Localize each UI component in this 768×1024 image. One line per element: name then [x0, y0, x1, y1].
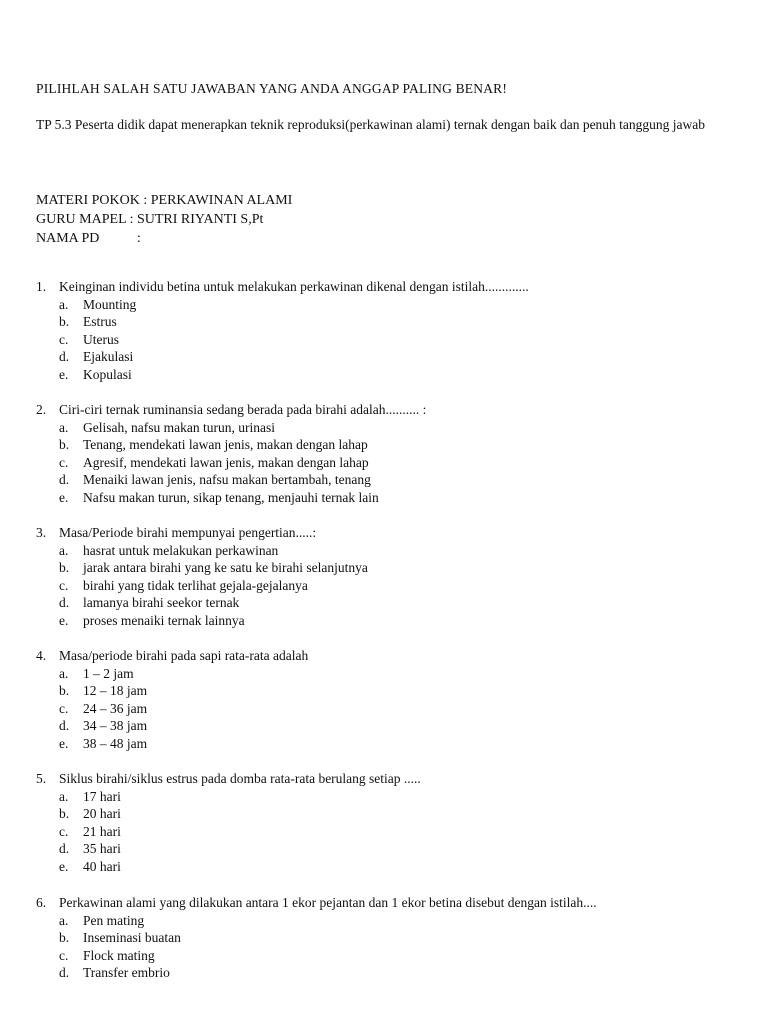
option-letter: b. [59, 560, 70, 575]
option-letter: c. [59, 332, 69, 347]
option-text: 38 – 48 jam [83, 736, 148, 751]
option-text: Transfer embrio [83, 965, 170, 980]
option-text: 12 – 18 jam [83, 683, 148, 698]
answer-option [0, 348, 768, 366]
answer-option [0, 454, 768, 472]
option-text: Gelisah, nafsu makan turun, urinasi [83, 420, 275, 435]
answer-option [0, 612, 768, 630]
option-text: 35 hari [83, 841, 121, 856]
answer-option [0, 929, 768, 947]
option-text: Agresif, mendekati lawan jenis, makan dengan lahap [83, 455, 369, 470]
option-letter: a. [59, 666, 69, 681]
answer-option [0, 594, 768, 612]
option-letter: b. [59, 437, 70, 452]
option-letter: e. [59, 736, 69, 751]
option-text: Ejakulasi [83, 349, 134, 364]
option-text: hasrat untuk melakukan perkawinan [83, 543, 279, 558]
option-letter: e. [59, 367, 69, 382]
option-text: jarak antara birahi yang ke satu ke birahi selanjutnya [83, 560, 368, 575]
option-text: 21 hari [83, 824, 121, 839]
answer-option [0, 964, 768, 982]
answer-option [0, 331, 768, 349]
question-text: Keinginan individu betina untuk melakukan perkawinan dikenal dengan istilah............. [59, 279, 529, 294]
answer-option [0, 858, 768, 876]
option-text: 24 – 36 jam [83, 701, 148, 716]
option-text: birahi yang tidak terlihat gejala-gejalanya [83, 578, 308, 593]
answer-option [0, 788, 768, 806]
answer-option [0, 682, 768, 700]
option-text: 40 hari [83, 859, 121, 874]
option-letter: c. [59, 701, 69, 716]
option-letter: c. [59, 578, 69, 593]
question-text: Perkawinan alami yang dilakukan antara 1 ekor pejantan dan 1 ekor betina disebut dengan istilah.... [59, 895, 597, 910]
option-letter: e. [59, 613, 69, 628]
answer-option [0, 840, 768, 858]
option-text: 20 hari [83, 806, 121, 821]
option-letter: b. [59, 314, 70, 329]
question-text: Masa/periode birahi pada sapi rata-rata adalah [59, 648, 309, 663]
option-letter: a. [59, 913, 69, 928]
option-letter: d. [59, 595, 70, 610]
answer-option [0, 542, 768, 560]
option-letter: a. [59, 789, 69, 804]
option-text: Estrus [83, 314, 117, 329]
answer-option [0, 366, 768, 384]
answer-option [0, 489, 768, 507]
option-letter: b. [59, 683, 70, 698]
answer-option [0, 419, 768, 437]
option-text: 17 hari [83, 789, 121, 804]
answer-option [0, 665, 768, 683]
question-number: 2. [36, 402, 47, 417]
nama-pd-row [36, 230, 141, 248]
option-letter: e. [59, 859, 69, 874]
option-text: proses menaiki ternak lainnya [83, 613, 245, 628]
answer-option [0, 735, 768, 753]
guru-mapel: GURU MAPEL : SUTRI RIYANTI S,Pt [36, 212, 264, 227]
option-letter: c. [59, 824, 69, 839]
option-text: Nafsu makan turun, sikap tenang, menjauhi ternak lain [83, 490, 379, 505]
option-letter: e. [59, 490, 69, 505]
option-text: Inseminasi buatan [83, 930, 181, 945]
option-text: 1 – 2 jam [83, 666, 134, 681]
option-letter: d. [59, 472, 70, 487]
answer-option [0, 577, 768, 595]
answer-option [0, 296, 768, 314]
option-letter: a. [59, 543, 69, 558]
option-letter: d. [59, 841, 70, 856]
question-number: 5. [36, 771, 47, 786]
option-text: Kopulasi [83, 367, 132, 382]
answer-option [0, 717, 768, 735]
option-letter: d. [59, 718, 70, 733]
question-text: Ciri-ciri ternak ruminansia sedang berada pada birahi adalah.......... : [59, 402, 427, 417]
question-number: 1. [36, 279, 47, 294]
option-letter: d. [59, 965, 70, 980]
answer-option [0, 471, 768, 489]
option-text: 34 – 38 jam [83, 718, 148, 733]
question-text: Siklus birahi/siklus estrus pada domba rata-rata berulang setiap ..... [59, 771, 421, 786]
question-text: Masa/Periode birahi mempunyai pengertian.....: [59, 525, 317, 540]
option-text: Flock mating [83, 948, 155, 963]
option-text: Menaiki lawan jenis, nafsu makan bertambah, tenang [83, 472, 371, 487]
option-text: Pen mating [83, 913, 145, 928]
option-text: Tenang, mendekati lawan jenis, makan dengan lahap [83, 437, 368, 452]
answer-option [0, 700, 768, 718]
answer-option [0, 823, 768, 841]
answer-option [0, 947, 768, 965]
answer-option [0, 559, 768, 577]
answer-option [0, 912, 768, 930]
question-number: 3. [36, 525, 47, 540]
learning-objective: TP 5.3 Peserta didik dapat menerapkan teknik reproduksi(perkawinan alami) ternak dengan baik dan penuh tanggung jawab [36, 117, 706, 132]
option-letter: a. [59, 297, 69, 312]
option-letter: c. [59, 948, 69, 963]
instruction-heading: PILIHLAH SALAH SATU JAWABAN YANG ANDA ANGGAP PALING BENAR! [36, 81, 508, 96]
option-letter: b. [59, 930, 70, 945]
option-letter: a. [59, 420, 69, 435]
answer-option [0, 313, 768, 331]
nama-pd-label: NAMA PD [36, 231, 100, 246]
option-text: Mounting [83, 297, 137, 312]
option-text: Uterus [83, 332, 119, 347]
option-letter: c. [59, 455, 69, 470]
answer-option [0, 805, 768, 823]
nama-pd-colon: : [136, 231, 141, 246]
option-letter: d. [59, 349, 70, 364]
option-letter: b. [59, 806, 70, 821]
materi-pokok: MATERI POKOK : PERKAWINAN ALAMI [36, 193, 293, 208]
question-number: 6. [36, 895, 47, 910]
option-text: lamanya birahi seekor ternak [83, 595, 240, 610]
question-number: 4. [36, 648, 47, 663]
answer-option [0, 436, 768, 454]
